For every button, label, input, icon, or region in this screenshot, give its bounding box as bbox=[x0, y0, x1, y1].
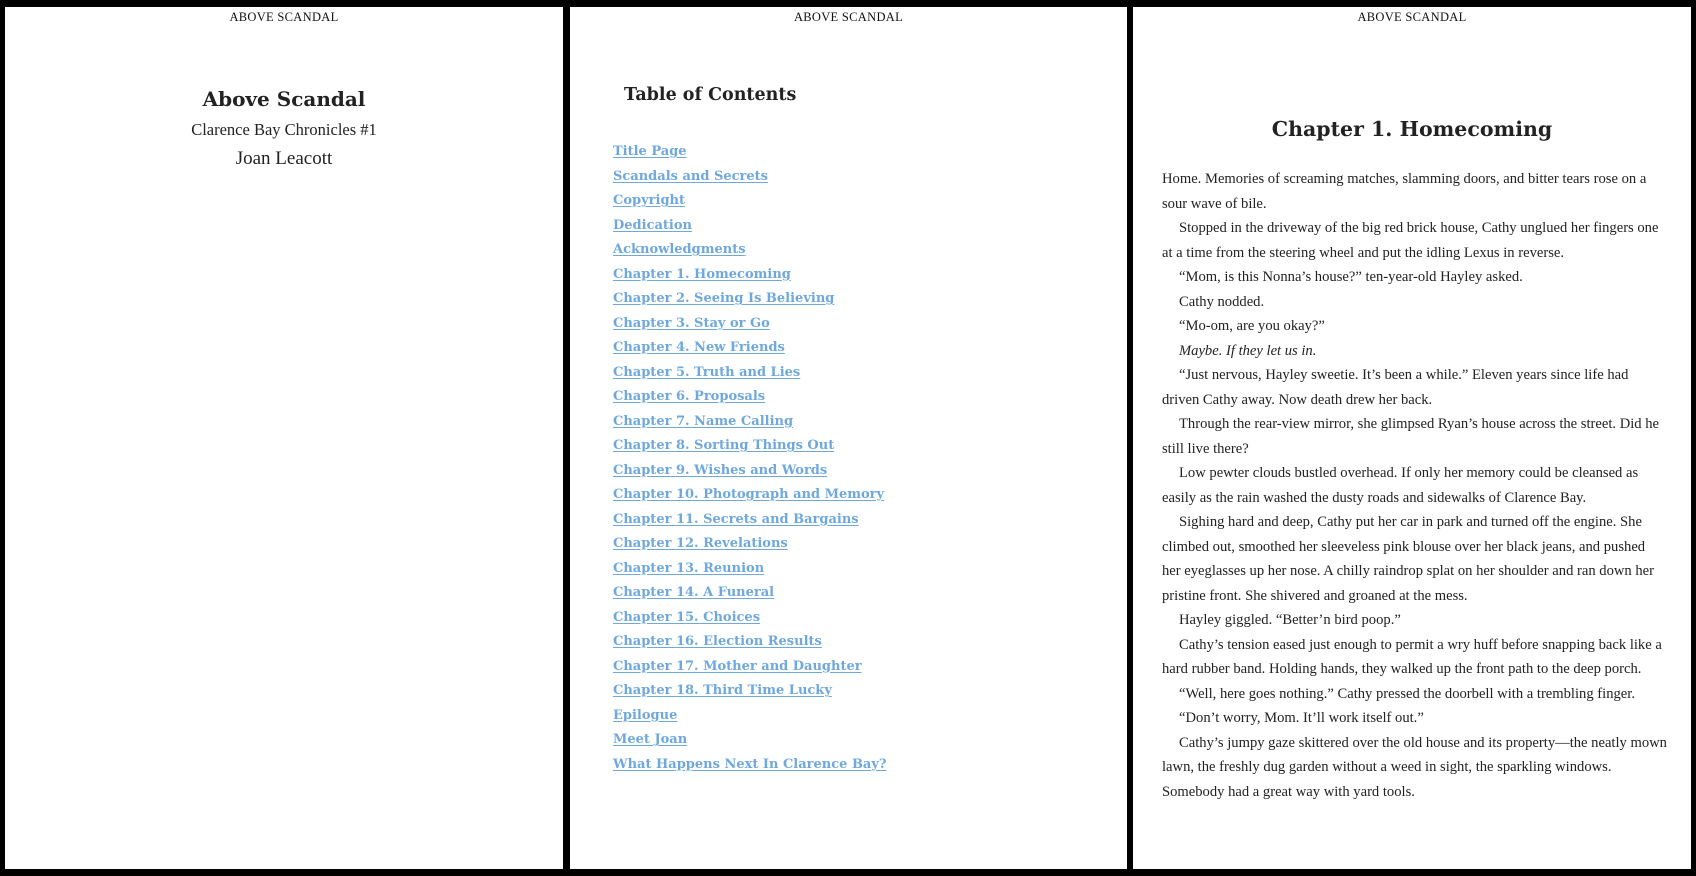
toc-item bbox=[613, 261, 887, 286]
toc-item bbox=[613, 702, 887, 727]
toc-link-chapter-11[interactable]: Chapter 11. Secrets and Bargains bbox=[613, 511, 859, 527]
paragraph: Through the rear-view mirror, she glimpsed Ryan’s house across the street. Did he still live there? bbox=[1162, 416, 1660, 457]
toc-link-chapter-12[interactable]: Chapter 12. Revelations bbox=[613, 536, 788, 551]
toc-link-chapter-16[interactable]: Chapter 16. Election Results bbox=[613, 634, 822, 649]
chapter-page[interactable] bbox=[1133, 7, 1691, 869]
paragraph: “Mom, is this Nonna’s house?” ten-year-old Hayley asked. bbox=[1179, 269, 1523, 285]
toc-link-scandals-and-secrets[interactable]: Scandals and Secrets bbox=[613, 168, 768, 184]
paragraph: Stopped in the driveway of the big red brick house, Cathy unglued her fingers one at a time from the steering wheel and put the idling Lexus in reverse. bbox=[1162, 220, 1659, 261]
paragraph: Cathy’s jumpy gaze skittered over the old house and its property—the neatly mown lawn, the freshly dug garden without a weed in sight, the sparkling windows. Somebody had a great way with yard tools. bbox=[1162, 734, 1667, 800]
toc-link-epilogue[interactable]: Epilogue bbox=[613, 707, 678, 723]
toc-link-title-page[interactable]: Title Page bbox=[613, 144, 687, 159]
toc-item bbox=[613, 726, 887, 751]
paragraph: Cathy’s tension eased just enough to permit a wry huff before snapping back like a hard rubber band. Holding hands, they walked up the front path to the deep porch. bbox=[1162, 636, 1662, 677]
running-head: ABOVE SCANDAL bbox=[229, 10, 339, 24]
paragraph: “Well, here goes nothing.” Cathy pressed the doorbell with a trembling finger. bbox=[1179, 685, 1635, 702]
toc-item bbox=[613, 138, 887, 163]
paragraph: “Mo-om, are you okay?” bbox=[1179, 318, 1325, 334]
toc-item bbox=[613, 212, 887, 237]
toc-item bbox=[613, 432, 887, 457]
toc-link-chapter-14[interactable]: Chapter 14. A Funeral bbox=[613, 585, 775, 600]
toc-item bbox=[613, 506, 887, 531]
toc-link-dedication[interactable]: Dedication bbox=[613, 217, 692, 233]
toc-link-chapter-9[interactable]: Chapter 9. Wishes and Words bbox=[613, 462, 828, 478]
running-head: ABOVE SCANDAL bbox=[1357, 10, 1467, 24]
paragraph-italic-thought: Maybe. If they let us in. bbox=[1179, 342, 1317, 359]
toc-item bbox=[613, 310, 887, 335]
toc-link-chapter-3[interactable]: Chapter 3. Stay or Go bbox=[613, 315, 770, 331]
paragraph: “Don’t worry, Mom. It’ll work itself out.” bbox=[1179, 710, 1424, 726]
toc-link-what-happens-next[interactable]: What Happens Next In Clarence Bay? bbox=[613, 756, 887, 772]
toc-item bbox=[613, 236, 887, 261]
toc-heading: Table of Contents bbox=[624, 85, 797, 105]
toc-item bbox=[613, 457, 887, 482]
toc-item bbox=[613, 285, 887, 310]
paragraph: “Just nervous, Hayley sweetie. It’s been a while.” Eleven years since life had driven Cathy away. Now death drew her back. bbox=[1162, 367, 1629, 408]
toc-list bbox=[613, 138, 887, 775]
toc-link-chapter-15[interactable]: Chapter 15. Choices bbox=[613, 609, 761, 625]
paragraph: Cathy nodded. bbox=[1179, 293, 1265, 310]
toc-link-meet-joan[interactable]: Meet Joan bbox=[613, 732, 688, 747]
toc-item bbox=[613, 187, 887, 212]
book-title: Above Scandal bbox=[202, 87, 366, 111]
toc-item bbox=[613, 481, 887, 506]
toc-item bbox=[613, 408, 887, 433]
toc-link-chapter-10[interactable]: Chapter 10. Photograph and Memory bbox=[613, 487, 885, 502]
toc-link-copyright[interactable]: Copyright bbox=[613, 193, 685, 208]
toc-link-chapter-8[interactable]: Chapter 8. Sorting Things Out bbox=[613, 438, 835, 453]
toc-item bbox=[613, 530, 887, 555]
toc-link-chapter-17[interactable]: Chapter 17. Mother and Daughter bbox=[613, 658, 862, 674]
toc-link-acknowledgments[interactable]: Acknowledgments bbox=[613, 242, 746, 257]
toc-link-chapter-13[interactable]: Chapter 13. Reunion bbox=[613, 560, 765, 576]
toc-page[interactable] bbox=[570, 7, 1127, 869]
toc-link-chapter-4[interactable]: Chapter 4. New Friends bbox=[613, 340, 785, 355]
paragraph: Hayley giggled. “Better’n bird poop.” bbox=[1179, 612, 1401, 628]
toc-item bbox=[613, 677, 887, 702]
toc-item bbox=[613, 555, 887, 580]
toc-item bbox=[613, 334, 887, 359]
title-page[interactable] bbox=[5, 7, 563, 869]
toc-link-chapter-6[interactable]: Chapter 6. Proposals bbox=[613, 389, 766, 404]
paragraph: Sighing hard and deep, Cathy put her car in park and turned off the engine. She climbed out, smoothed her sleeveless pink blouse over her black jeans, and pushed her eyeglasses up her nose. A chilly raindrop splat on her shoulder and ran down her pristine front. She shivered and groaned at the mess. bbox=[1162, 514, 1655, 604]
toc-item bbox=[613, 163, 887, 188]
paragraph: Low pewter clouds bustled overhead. If only her memory could be cleansed as easily as the rain washed the dusty roads and sidewalks of Clarence Bay. bbox=[1162, 465, 1639, 506]
toc-item bbox=[613, 359, 887, 384]
toc-link-chapter-7[interactable]: Chapter 7. Name Calling bbox=[613, 413, 794, 429]
toc-item bbox=[613, 383, 887, 408]
toc-link-chapter-18[interactable]: Chapter 18. Third Time Lucky bbox=[613, 683, 832, 698]
toc-link-chapter-1[interactable]: Chapter 1. Homecoming bbox=[613, 266, 791, 282]
toc-item bbox=[613, 751, 887, 776]
chapter-title: Chapter 1. Homecoming bbox=[1271, 117, 1553, 141]
toc-item bbox=[613, 628, 887, 653]
paragraph: Home. Memories of screaming matches, slamming doors, and bitter tears rose on a sour wave of bile. bbox=[1162, 171, 1647, 212]
title-block bbox=[5, 87, 563, 170]
toc-link-chapter-2[interactable]: Chapter 2. Seeing Is Believing bbox=[613, 291, 835, 306]
toc-item bbox=[613, 579, 887, 604]
toc-item bbox=[613, 653, 887, 678]
author-name: Joan Leacott bbox=[235, 148, 333, 169]
series-name: Clarence Bay Chronicles #1 bbox=[191, 120, 377, 139]
running-head: ABOVE SCANDAL bbox=[793, 10, 904, 24]
toc-link-chapter-5[interactable]: Chapter 5. Truth and Lies bbox=[613, 364, 801, 380]
chapter-body bbox=[1162, 167, 1667, 804]
toc-item bbox=[613, 604, 887, 629]
